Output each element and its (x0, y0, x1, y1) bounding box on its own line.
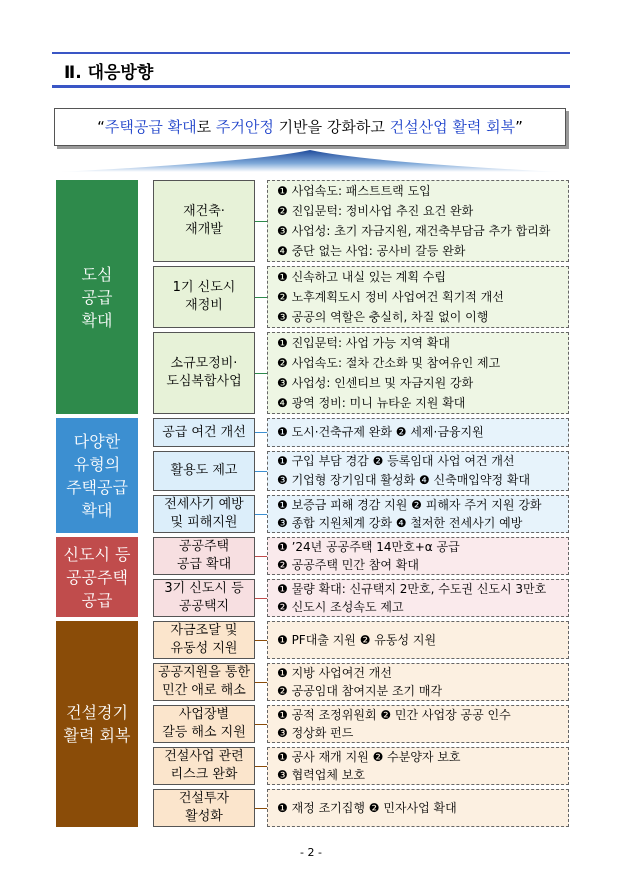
detail-first-new-town (267, 266, 569, 328)
detail-item: ❸ 사업성: 인센티브 및 자금지원 강화 (277, 375, 474, 390)
detail-item: ❹ 중단 없는 사업: 공사비 갈등 완화 (277, 243, 466, 258)
connector (255, 598, 267, 599)
detail-risk-mitigation (267, 747, 569, 785)
detail-conflict-resolution (267, 705, 569, 743)
detail-funding-liquidity (267, 621, 569, 659)
banner-highlight-housing-supply: 주택공급 확대 (104, 118, 197, 136)
connector (255, 373, 267, 374)
sub-small-scale-renewal: 소규모정비· 도심복합사업 (153, 332, 255, 414)
sub-funding-liquidity: 자금조달 및 유동성 지원 (153, 621, 255, 659)
connector (255, 808, 267, 809)
category-diverse-housing: 다양한 유형의 주택공급 확대 (56, 418, 138, 533)
sub-public-support: 공공지원을 통한 민간 애로 해소 (153, 663, 255, 701)
category-new-towns: 신도시 등 공공주택 공급 (56, 537, 138, 617)
detail-public-support (267, 663, 569, 701)
detail-item: ❶ PF대출 지원 ❷ 유동성 지원 (277, 632, 437, 647)
section-title: Ⅱ. 대응방향 (64, 63, 154, 83)
connector (255, 556, 267, 557)
detail-item: ❶ 신속하고 내실 있는 계획 수립 (277, 269, 446, 284)
sub-conflict-resolution: 사업장별 갈등 해소 지원 (153, 705, 255, 743)
connector (255, 682, 267, 683)
sub-construction-investment: 건설투자 활성화 (153, 789, 255, 827)
banner-text-1: 로 (196, 118, 216, 136)
detail-small-scale-renewal (267, 332, 569, 414)
detail-item: ❶ 사업속도: 패스트트랙 도입 (277, 183, 431, 198)
detail-item: ❹ 광역 정비: 미니 뉴타운 지원 확대 (277, 395, 466, 410)
category-construction-recovery: 건설경기 활력 회복 (56, 621, 138, 827)
detail-item: ❷ 사업속도: 절차 간소화 및 참여유인 제고 (277, 355, 501, 370)
detail-item: ❷ 신도시 조성속도 제고 (277, 599, 404, 614)
detail-construction-investment (267, 789, 569, 827)
detail-item: ❸ 공공의 역할은 충실히, 차질 없이 이행 (277, 309, 489, 324)
detail-item: ❷ 진입문턱: 정비사업 추진 요건 완화 (277, 203, 474, 218)
detail-item: ❸ 종합 지원체계 강화 ❹ 철저한 전세사기 예방 (277, 515, 523, 530)
detail-utilization (267, 451, 569, 491)
detail-jeonse-fraud (267, 495, 569, 533)
detail-item: ❶ 구입 부담 경감 ❷ 등록임대 사업 여건 개선 (277, 454, 515, 468)
connector (255, 766, 267, 767)
detail-third-new-town (267, 579, 569, 617)
detail-item: ❷ 노후계획도시 정비 사업여건 획기적 개선 (277, 289, 504, 304)
sub-risk-mitigation: 건설사업 관련 리스크 완화 (153, 747, 255, 785)
banner-quote-open: “ (97, 118, 105, 136)
header-top-rule (52, 52, 570, 54)
connector (255, 471, 267, 472)
sub-supply-conditions: 공급 여건 개선 (153, 418, 255, 447)
detail-item: ❶ 공사 재개 지원 ❷ 수분양자 보호 (277, 749, 461, 764)
connector (255, 221, 267, 222)
detail-item: ❶ 도시·건축규제 완화 ❷ 세제·금융지원 (277, 425, 484, 439)
detail-item: ❶ ’24년 공공주택 14만호+α 공급 (277, 539, 460, 554)
banner-highlight-construction-recovery: 건설산업 활력 회복 (389, 118, 516, 136)
detail-item: ❶ 보증금 피해 경감 지원 ❷ 피해자 주거 지원 강화 (277, 497, 542, 512)
connector (255, 514, 267, 515)
detail-item: ❸ 정상화 펀드 (277, 725, 354, 740)
connector (255, 432, 267, 433)
detail-item: ❶ 공적 조정위원회 ❷ 민간 사업장 공공 인수 (277, 707, 511, 722)
sub-public-housing: 공공주택 공급 확대 (153, 537, 255, 575)
banner-quote-close: ” (515, 118, 523, 136)
detail-item: ❶ 재정 조기집행 ❷ 민자사업 확대 (277, 800, 457, 815)
vision-banner (54, 108, 566, 146)
sub-reconstruction: 재건축· 재개발 (153, 180, 255, 262)
detail-item: ❸ 협력업체 보호 (277, 767, 365, 782)
sub-third-new-town: 3기 신도시 등 공공택지 (153, 579, 255, 617)
header-bottom-rule (52, 85, 570, 88)
connector (255, 297, 267, 298)
detail-reconstruction (267, 180, 569, 262)
banner-highlight-housing-stability: 주거안정 (215, 118, 274, 136)
up-arrow-icon (54, 148, 566, 174)
detail-item: ❸ 사업성: 초기 자금지원, 재건축부담금 추가 합리화 (277, 223, 551, 238)
detail-item: ❷ 공공임대 참여지분 조기 매각 (277, 683, 443, 698)
detail-item: ❷ 공공주택 민간 참여 확대 (277, 557, 419, 572)
detail-item: ❸ 기업형 장기임대 활성화 ❹ 신축매입약정 확대 (277, 473, 531, 487)
sub-first-new-town: 1기 신도시 재정비 (153, 266, 255, 328)
detail-item: ❶ 물량 확대: 신규택지 2만호, 수도권 신도시 3만호 (277, 581, 547, 596)
sub-utilization: 활용도 제고 (153, 451, 255, 491)
sub-jeonse-fraud: 전세사기 예방 및 피해지원 (153, 495, 255, 533)
banner-text-2: 기반을 강화하고 (273, 118, 390, 136)
category-urban-supply: 도심 공급 확대 (56, 180, 138, 414)
detail-item: ❶ 지방 사업여건 개선 (277, 665, 392, 680)
detail-item: ❶ 진입문턱: 사업 가능 지역 확대 (277, 335, 450, 350)
detail-public-housing (267, 537, 569, 575)
connector (255, 640, 267, 641)
page-number: - 2 - (300, 846, 322, 859)
connector (255, 724, 267, 725)
detail-supply-conditions (267, 418, 569, 447)
section-header (52, 52, 570, 88)
